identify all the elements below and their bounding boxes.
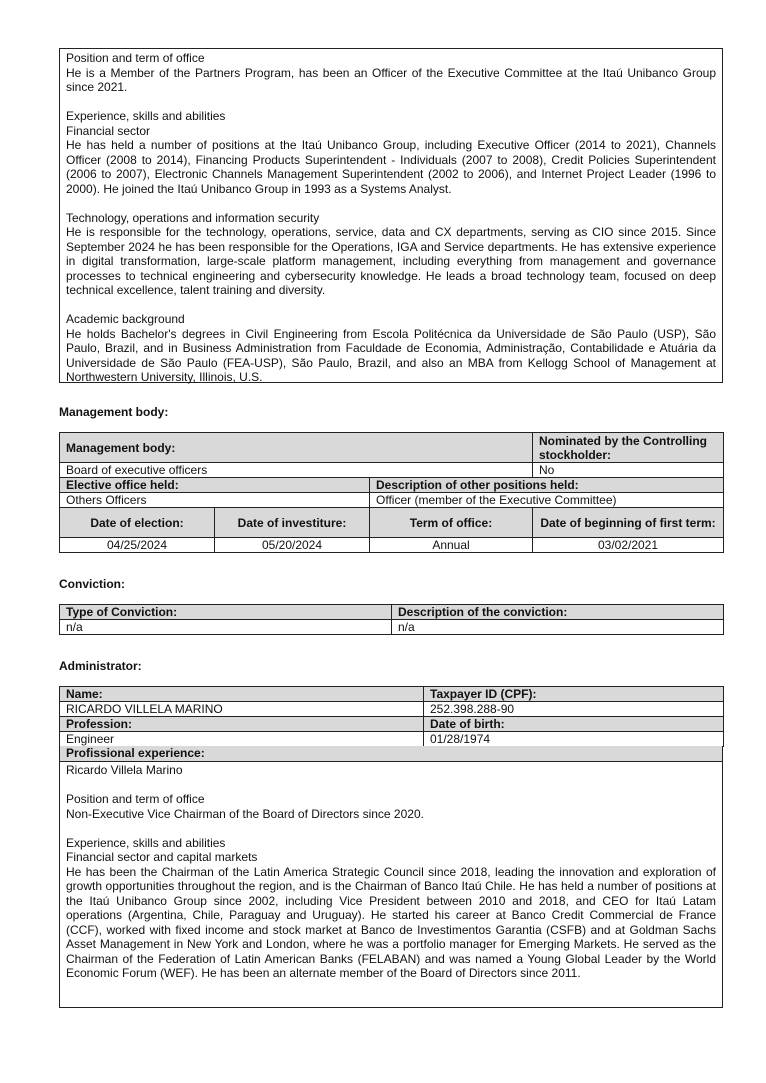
experience-text-box: [59, 48, 723, 383]
management-body-value: Board of executive officers: [60, 463, 533, 478]
admin-sector-title: Financial sector and capital markets: [66, 850, 258, 864]
technology-title: Technology, operations and information security: [66, 210, 320, 225]
conviction-type-label: Type of Conviction:: [60, 605, 392, 620]
admin-sector-paragraph: [66, 836, 716, 981]
academic-paragraph: [66, 312, 716, 385]
professional-experience-label: Profissional experience:: [60, 746, 722, 762]
financial-paragraph: [66, 109, 716, 196]
name-label: Name:: [60, 687, 424, 702]
nominated-label: Nominated by the Controlling stockholder:: [533, 433, 724, 463]
term-label: Term of office:: [370, 508, 533, 538]
conviction-table: [59, 604, 723, 635]
election-date-label: Date of election:: [60, 508, 215, 538]
technology-text: He is responsible for the technology, operations, service, data and CX departments, serving as CIO since 2015. Since September 2024 he has been responsible for the Operations, IGA and Service departments. He has extensive experience in digital transformation, large-scale platform management, including everything from management and governance processes to technical engineering and cybersecurity knowledge. He leads a broad technology team, focused on deep technical excellence, talent training and diversity.: [66, 225, 716, 297]
management-heading: Management body:: [59, 405, 169, 419]
admin-position-text: Non-Executive Vice Chairman of the Board of Directors since 2020.: [66, 806, 424, 821]
conviction-description-label: Description of the conviction:: [392, 605, 724, 620]
birth-date-label: Date of birth:: [424, 717, 724, 732]
term-value: Annual: [370, 538, 533, 553]
investiture-date-label: Date of investiture:: [215, 508, 370, 538]
administrator-heading: Administrator:: [59, 659, 142, 673]
conviction-description-value: n/a: [392, 620, 724, 635]
administrator-table: [59, 686, 723, 747]
position-title: Position and term of office: [66, 51, 205, 65]
technology-paragraph: [66, 211, 716, 298]
first-term-label: Date of beginning of first term:: [533, 508, 724, 538]
cpf-label: Taxpayer ID (CPF):: [424, 687, 724, 702]
professional-experience-box: [59, 746, 723, 1008]
profession-value: Engineer: [60, 732, 424, 747]
cpf-value: 252.398.288-90: [424, 702, 724, 717]
investiture-date-value: 05/20/2024: [215, 538, 370, 553]
management-table: [59, 432, 723, 553]
other-positions-label: Description of other positions held:: [370, 478, 724, 493]
conviction-type-value: n/a: [60, 620, 392, 635]
financial-title: Financial sector: [66, 123, 151, 138]
election-date-value: 04/25/2024: [60, 538, 215, 553]
elective-office-value: Others Officers: [60, 493, 370, 508]
admin-position-title: Position and term of office: [66, 792, 205, 806]
academic-title: Academic background: [66, 312, 185, 326]
conviction-heading: Conviction:: [59, 577, 125, 591]
experience-title: Experience, skills and abilities: [66, 109, 226, 123]
position-text: He is a Member of the Partners Program, has been an Officer of the Executive Committee at the Itaú Unibanco Group since 2021.: [66, 65, 716, 94]
profession-label: Profession:: [60, 717, 424, 732]
first-term-value: 03/02/2021: [533, 538, 724, 553]
nominated-value: No: [533, 463, 724, 478]
admin-experience-name: Ricardo Villela Marino: [66, 763, 183, 777]
financial-text: He has held a number of positions at the Itaú Unibanco Group, including Executive Officer (2014 to 2021), Channels Officer (2008 to 2014), Financing Products Superintendent - Individuals (2007 to 2008), Credit Policies Superintendent (2006 to 2007), Electronic Channels Management Superintendent (2002 to 2006), and Internet Project Leader (1996 to 2000). He joined the Itaú Unibanco Group in 1993 as a Systems Analyst.: [66, 138, 716, 196]
management-body-label: Management body:: [60, 433, 533, 463]
academic-text: He holds Bachelor's degrees in Civil Engineering from Escola Politécnica da Universidade de São Paulo (USP), São Paulo, Brazil, and in Business Administration from Faculdade de Economia, Administração, Contabilidade e Atuária da Universidade de São Paulo (FEA-USP), São Paulo, Brazil, and also an MBA from Kellogg School of Management at Northwestern University, Illinois, U.S.: [66, 326, 716, 384]
birth-date-value: 01/28/1974: [424, 732, 724, 747]
admin-skills-title: Experience, skills and abilities: [66, 835, 226, 850]
admin-position-paragraph: [66, 792, 716, 821]
other-positions-value: Officer (member of the Executive Committee): [370, 493, 724, 508]
name-value: RICARDO VILLELA MARINO: [60, 702, 424, 717]
admin-sector-text: He has been the Chairman of the Latin America Strategic Council since 2018, leading the innovation and exploration of growth opportunities throughout the region, and is the Chairman of Banco Itaú Chile. He has held a number of positions at the Itaú Unibanco Group since 2002, including Vice President between 2010 and 2018, and CEO for Itaú Latam operations (Argentina, Chile, Paraguay and Uruguay). He started his career at Banco Credit Commercial de France (CCF), worked with fixed income and stock market at Banco de Investimentos Garantia (CSFB) and at Goldman Sachs Asset Management in New York and London, where he was a portfolio manager for Emerging Markets. He served as the Chairman of the Federation of Latin American Banks (FELABAN) and was named a Young Global Leader by the World Economic Forum (WEF). He has been an alternate member of the Board of Directors since 2011.: [66, 864, 716, 980]
position-paragraph: [66, 51, 716, 95]
admin-name-paragraph: [66, 763, 716, 778]
elective-office-label: Elective office held:: [60, 478, 370, 493]
